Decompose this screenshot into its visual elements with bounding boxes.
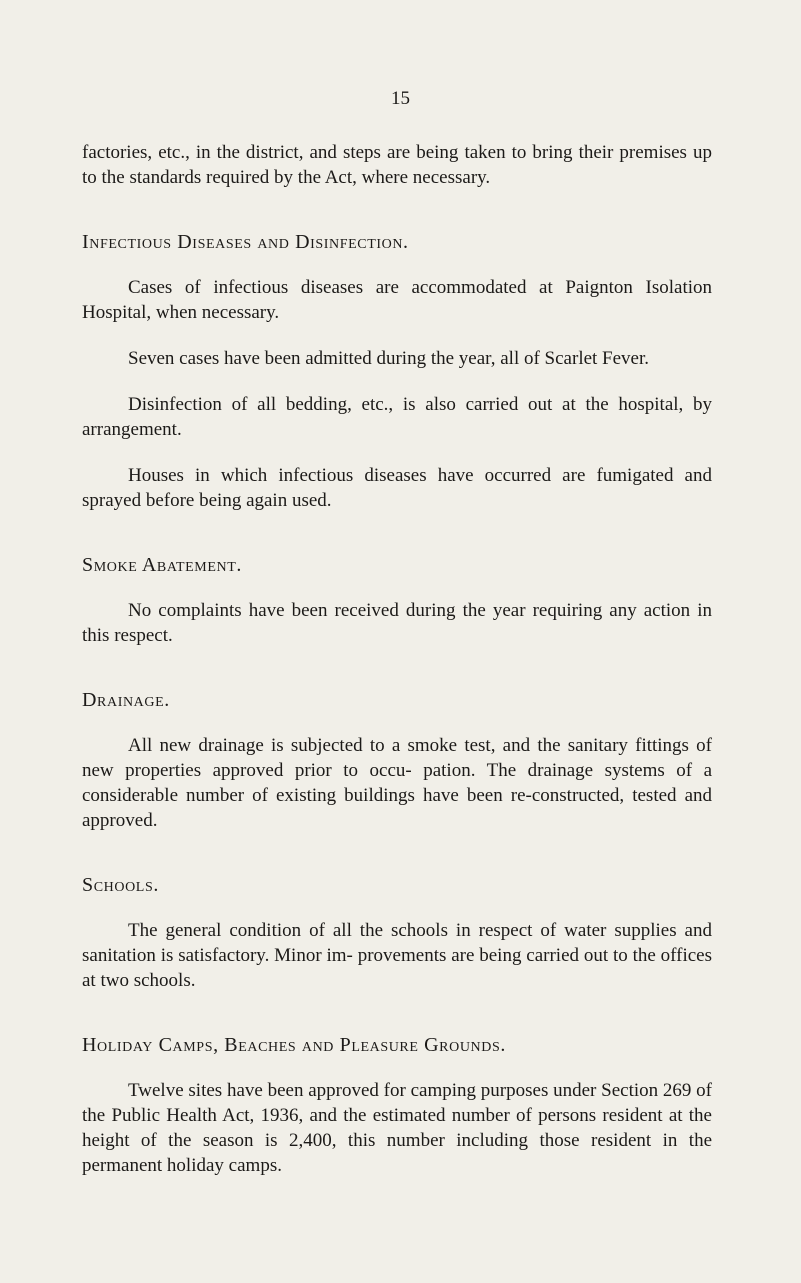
intro-paragraph: factories, etc., in the district, and steps are being taken to bring their premises up to the standards required by the Act, where necessary.	[82, 142, 712, 188]
drainage-paragraph-1: All new drainage is subjected to a smoke test, and the sanitary fittings of new properties approved prior to occu- pation. The drainage systems of a considerable number of existing buildings have been re-constructed, tested and approved.	[82, 735, 712, 831]
heading-holiday-camps: Holiday Camps, Beaches and Pleasure Grounds.	[82, 1034, 506, 1056]
holiday-paragraph-1: Twelve sites have been approved for camping purposes under Section 269 of the Public Health Act, 1936, and the estimated number of persons resident at the height of the season is 2,400, this number including those resident in the permanent holiday camps.	[82, 1080, 712, 1176]
page-body	[82, 140, 712, 1178]
infectious-paragraph-4: Houses in which infectious diseases have occurred are fumigated and sprayed before being again used.	[82, 465, 712, 511]
heading-infectious-diseases: Infectious Diseases and Disinfection.	[82, 231, 409, 253]
schools-paragraph-1: The general condition of all the schools in respect of water supplies and sanitation is satisfactory. Minor im- provements are being carried out to the offices at two schools.	[82, 920, 712, 991]
infectious-paragraph-1: Cases of infectious diseases are accommodated at Paignton Isolation Hospital, when necessary.	[82, 277, 712, 323]
heading-smoke-abatement: Smoke Abatement.	[82, 554, 242, 576]
infectious-paragraph-2: Seven cases have been admitted during the year, all of Scarlet Fever.	[128, 348, 650, 369]
heading-schools: Schools.	[82, 874, 159, 896]
page-number: 15	[391, 88, 410, 109]
infectious-paragraph-3: Disinfection of all bedding, etc., is also carried out at the hospital, by arrangement.	[82, 394, 712, 440]
smoke-paragraph-1: No complaints have been received during the year requiring any action in this respect.	[82, 600, 712, 646]
heading-drainage: Drainage.	[82, 689, 170, 711]
